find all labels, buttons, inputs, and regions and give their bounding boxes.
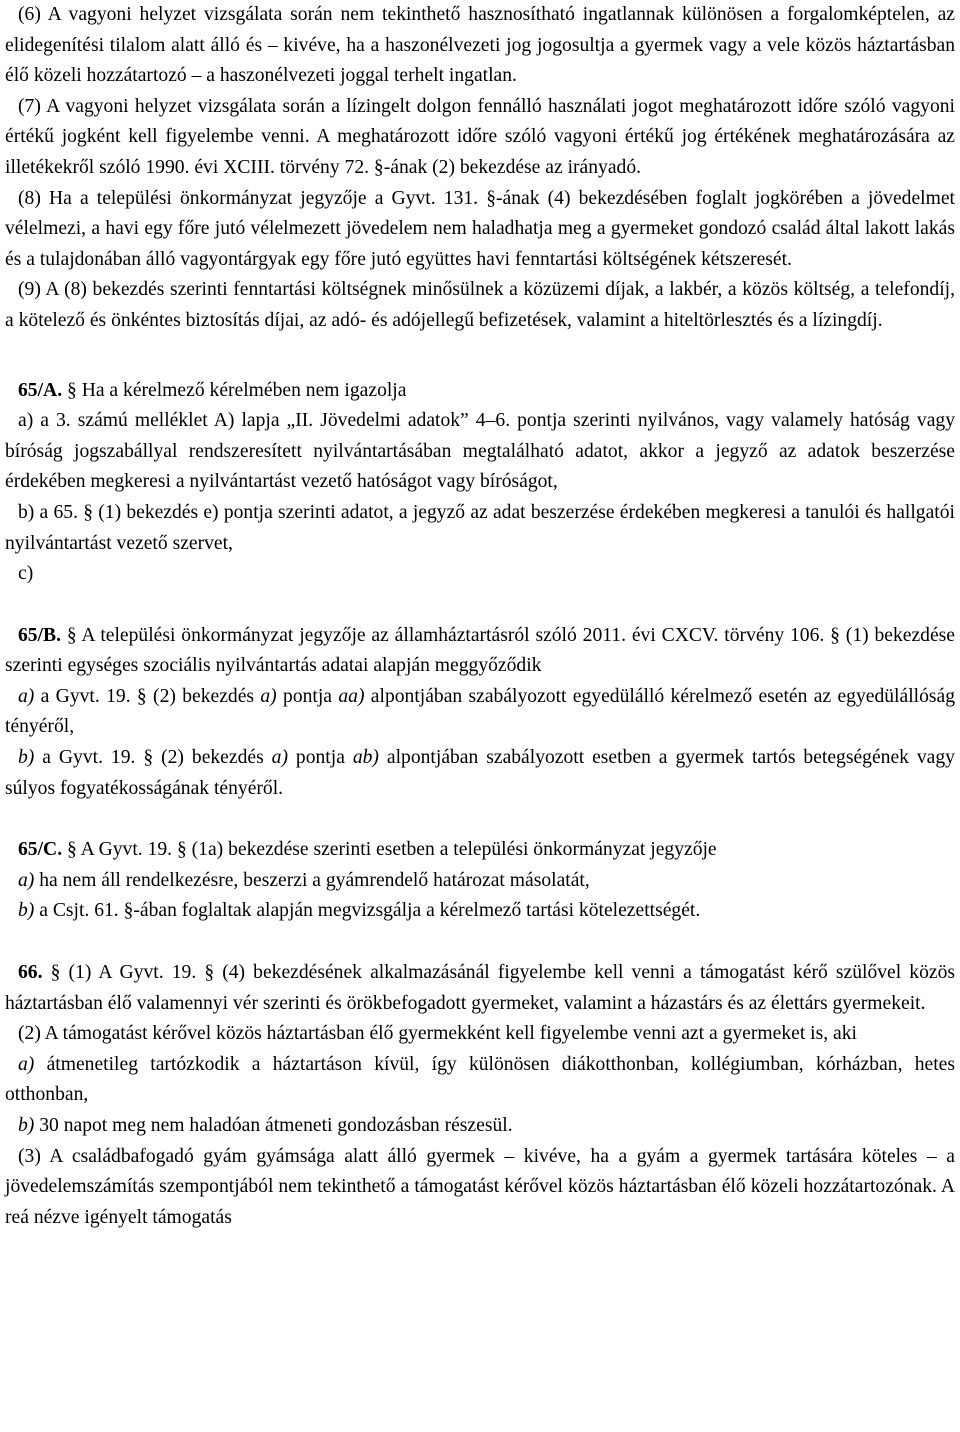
point-marker: b): [18, 1115, 35, 1136]
section-number: 66.: [18, 962, 43, 984]
paragraph-7: (7) A vagyoni helyzet vizsgálata során a lízingelt dolgon fennálló használati jogot meghatározott időre szóló vagyoni értékű jogként kell figyelembe venni. A meghatározott időre szóló vagyoni értékű jog értékének meghatározására az illetékekről szóló 1990. évi XCIII. törvény 72. §-ának (2) bekezdése az irányadó.: [5, 95, 955, 178]
point-marker: a): [18, 869, 35, 891]
section-65b-point-b: [5, 743, 955, 804]
section-65b-heading: [5, 621, 955, 682]
section-65c-heading: [5, 835, 955, 866]
section-number: 65/B.: [18, 624, 62, 646]
point-text: a Csjt. 61. §-ában foglaltak alapján megvizsgálja a kérelmező tartási kötelezettségét.: [34, 900, 701, 922]
paragraph-9: (9) A (8) bekezdés szerinti fenntartási költségnek minősülnek a közüzemi díjak, a lakbér, a közös költség, a telefondíj, a kötelező és önkéntes biztosítás díjai, az adó- és adójellegű befizetések, valamint a hiteltörlesztés és a lízingdíj.: [5, 279, 955, 331]
section-text: § A települési önkormányzat jegyzője az államháztartásról szóló 2011. évi CXCV. törvény 106. § (1) bekezdése szerinti egységes szociális nyilvántartás adatai alapján meggyőződik: [5, 624, 955, 677]
point-text: 30 napot meg nem haladóan átmeneti gondozásban részesül.: [34, 1115, 513, 1136]
paragraph-6: (6) A vagyoni helyzet vizsgálata során nem tekinthető hasznosítható ingatlannak különösen a forgalomképtelen, az elidegenítési tilalom alatt álló és – kivéve, ha a haszonélvezeti jog jogosultja a gyermek vagy a vele közös háztartásban élő közeli hozzátartozó – a haszonélvezeti joggal terhelt ingatlan.: [5, 4, 955, 87]
point-marker: a): [18, 1053, 35, 1075]
paragraph-8: (8) Ha a települési önkormányzat jegyzője a Gyvt. 131. §-ának (4) bekezdésében foglalt jogkörében a jövedelmet vélelmezi, a havi egy főre jutó vélelmezett jövedelem nem haladhatja meg a gyermeket gondozó család által lakott lakás és a tulajdonában álló vagyontárgyak egy főre jutó együttes havi fenntartási költségének kétszeresét.: [5, 187, 955, 270]
point-text: a Gyvt. 19. § (2) bekezdés: [34, 747, 272, 769]
section-65a-heading: [5, 376, 955, 407]
document-page: [5, 0, 955, 1233]
section-number: 65/A.: [18, 379, 63, 401]
section-number: 65/C.: [18, 839, 63, 861]
point-text: ha nem áll rendelkezésre, beszerzi a gyámrendelő határozat másolatát,: [34, 869, 590, 891]
point-marker: a): [260, 685, 277, 707]
section-65a-point-c: c): [18, 563, 34, 585]
section-66-paragraph-3: (3) A családbafogadó gyám gyámsága alatt álló gyermek – kivéve, ha a gyám a gyermek tartására köteles – a jövedelemszámítás szempontjából nem tekinthető a támogatást kérővel közös háztartásban élő közeli hozzátartozónak. A reá nézve igényelt támogatás: [5, 1145, 955, 1228]
point-marker: b): [18, 747, 35, 769]
point-marker: aa): [338, 685, 365, 707]
section-65a-point-a: a) a 3. számú melléklet A) lapja „II. Jövedelmi adatok” 4–6. pontja szerinti nyilvános, vagy valamely hatóság vagy bíróság jogszabállyal rendszeresített nyilvántartásában megtalálható adatot, akkor a jegyző az adatok beszerzése érdekében megkeresi a nyilvántartást vezető hatóságot vagy bíróságot,: [5, 410, 955, 493]
point-marker: ab): [352, 747, 379, 769]
point-text: átmenetileg tartózkodik a háztartáson kívül, így különösen diákotthonban, kollégiumban, kórházban, hetes otthonban,: [5, 1053, 955, 1106]
point-text: a Gyvt. 19. § (2) bekezdés: [34, 685, 261, 707]
section-text: § A Gyvt. 19. § (1a) bekezdése szerinti esetben a települési önkormányzat jegyzője: [62, 839, 717, 861]
section-65a-point-b: b) a 65. § (1) bekezdés e) pontja szerinti adatot, a jegyző az adat beszerzése érdekében megkeresi a tanulói és hallgatói nyilvántartást vezető szervet,: [5, 501, 955, 554]
point-marker: a): [271, 747, 288, 769]
section-66-paragraph-1: [5, 958, 955, 1019]
section-66-point-a: [5, 1050, 955, 1111]
section-text: § Ha a kérelmező kérelmében nem igazolja: [62, 379, 407, 401]
section-text: § (1) A Gyvt. 19. § (4) bekezdésének alkalmazásánál figyelembe kell venni a támogatást kérő szülővel közös háztartásban élő valamennyi vér szerinti és örökbefogadott gyermeket, valamint a házastárs és az élettárs gyermekeit.: [5, 962, 955, 1014]
point-marker: a): [18, 685, 35, 707]
point-text: pontja: [276, 685, 339, 707]
section-65c-point-a: [5, 866, 955, 897]
section-65c-point-b: [5, 896, 955, 927]
point-text: alpontjában szabályozott esetben a gyermek tartós betegségének vagy súlyos fogyatékosságának tényéről.: [5, 747, 955, 799]
point-text: pontja: [287, 747, 353, 769]
point-text: alpontjában szabályozott egyedülálló kérelmező esetén az egyedülállóság tényéről,: [5, 685, 955, 738]
section-66-paragraph-2: (2) A támogatást kérővel közös háztartásban élő gyermekként kell figyelembe venni azt a gyermeket is, aki: [18, 1023, 857, 1045]
point-marker: b): [18, 900, 35, 922]
section-65b-point-a: [5, 682, 955, 743]
section-66-point-b: [5, 1111, 955, 1142]
